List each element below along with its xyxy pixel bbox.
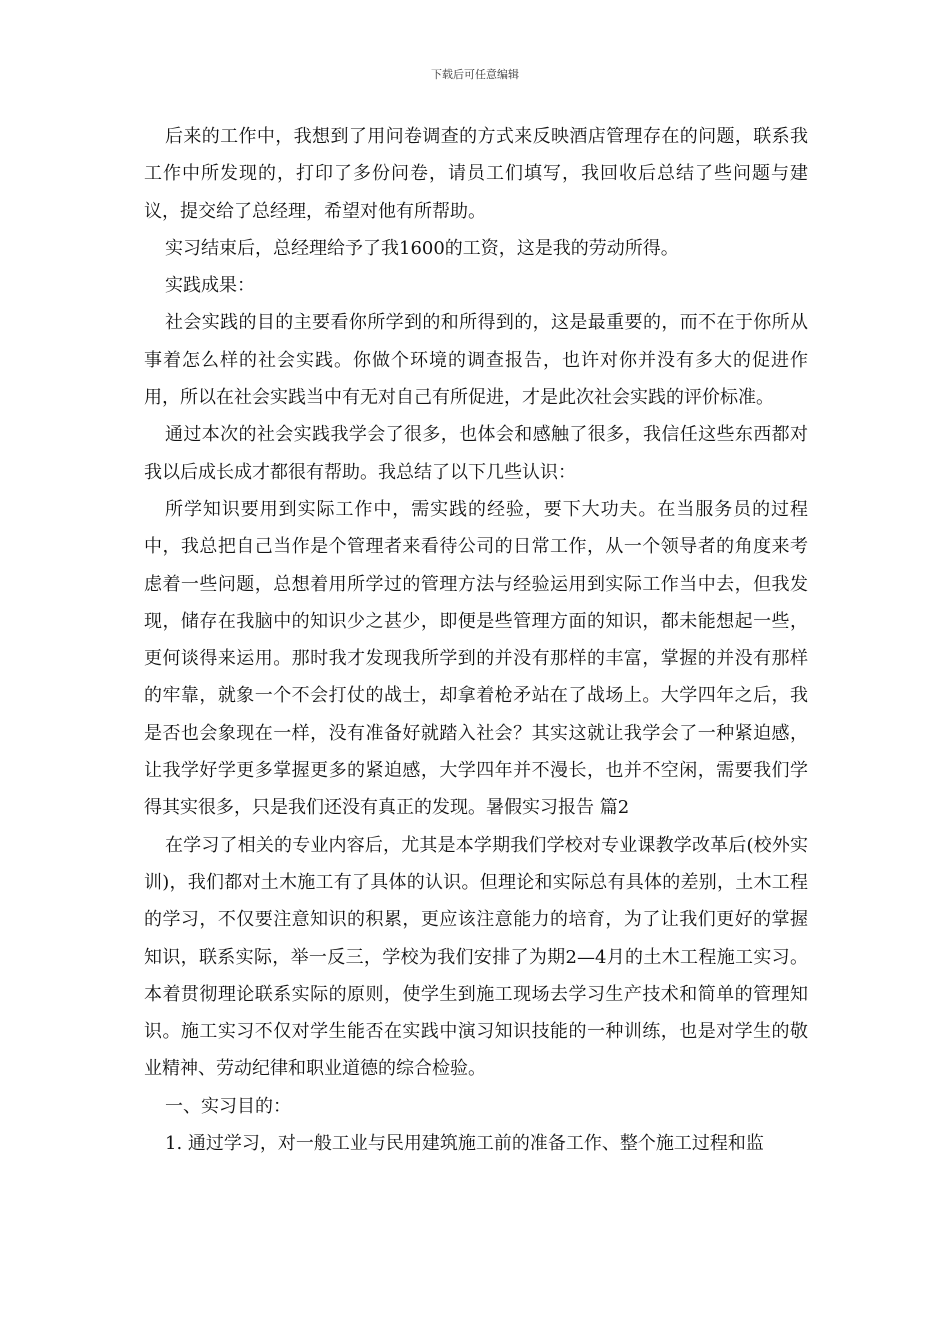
paragraph-1: 后来的工作中，我想到了用问卷调查的方式来反映酒店管理存在的问题，联系我工作中所发现的，打印了多份问卷，请员工们填写，我回收后总结了些问题与建议，提交给了总经理，希望对他有所帮助。 — [144, 126, 808, 222]
document-body — [144, 118, 808, 1162]
paragraph-2: 实习结束后，总经理给予了我1600的工资，这是我的劳动所得。 — [165, 237, 679, 259]
paragraph-3: 实践成果： — [165, 275, 255, 297]
paragraph-6: 所学知识要用到实际工作中，需实践的经验，要下大功夫。在当服务员的过程中，我总把自己当作是个管理者来看待公司的日常工作，从一个领导者的角度来考虑着一些问题，总想着用所学过的管理方法与经验运用到实际工作当中去，但我发现，储存在我脑中的知识少之甚少，即便是些管理方面的知识，都未能想起一些，更何谈得来运用。那时我才发现我所学到的并没有那样的丰富，掌握的并没有那样的牢靠，就象一个不会打仗的战士，却拿着枪矛站在了战场上。大学四年之后，我是否也会象现在一样，没有准备好就踏入社会？其实这就让我学会了一种紧迫感，让我学好学更多掌握更多的紧迫感，大学四年并不漫长，也并不空闲，需要我们学得其实很多，只是我们还没有真正的发现。暑假实习报告 篇2 — [144, 498, 808, 819]
paragraph-5: 通过本次的社会实践我学会了很多，也体会和感触了很多，我信任这些东西都对我以后成长成才都很有帮助。我总结了以下几些认识： — [144, 424, 808, 483]
paragraph-7: 在学习了相关的专业内容后，尤其是本学期我们学校对专业课教学改革后(校外实训)，我们都对土木施工有了具体的认识。但理论和实际总有具体的差别，土木工程的学习，不仅要注意知识的积累，更应该注意能力的培育，为了让我们更好的掌握知识，联系实际，举一反三，学校为我们安排了为期2—4月的土木工程施工实习。本着贯彻理论联系实际的原则，使学生到施工现场去学习生产技术和简单的管理知识。施工实习不仅对学生能否在实践中演习知识技能的一种训练，也是对学生的敬业精神、劳动纪律和职业道德的综合检验。 — [144, 834, 808, 1080]
list-item-1: 1. 通过学习，对一般工业与民用建筑施工前的准备工作、整个施工过程和监 — [165, 1133, 764, 1155]
section-heading: 一、实习目的： — [165, 1095, 291, 1117]
page-header: 下载后可任意编辑 — [431, 68, 519, 81]
paragraph-4: 社会实践的目的主要看你所学到的和所得到的，这是最重要的，而不在于你所从事着怎么样的社会实践。你做个环境的调查报告，也许对你并没有多大的促进作用，所以在社会实践当中有无对自己有所促进，才是此次社会实践的评价标准。 — [144, 312, 808, 409]
